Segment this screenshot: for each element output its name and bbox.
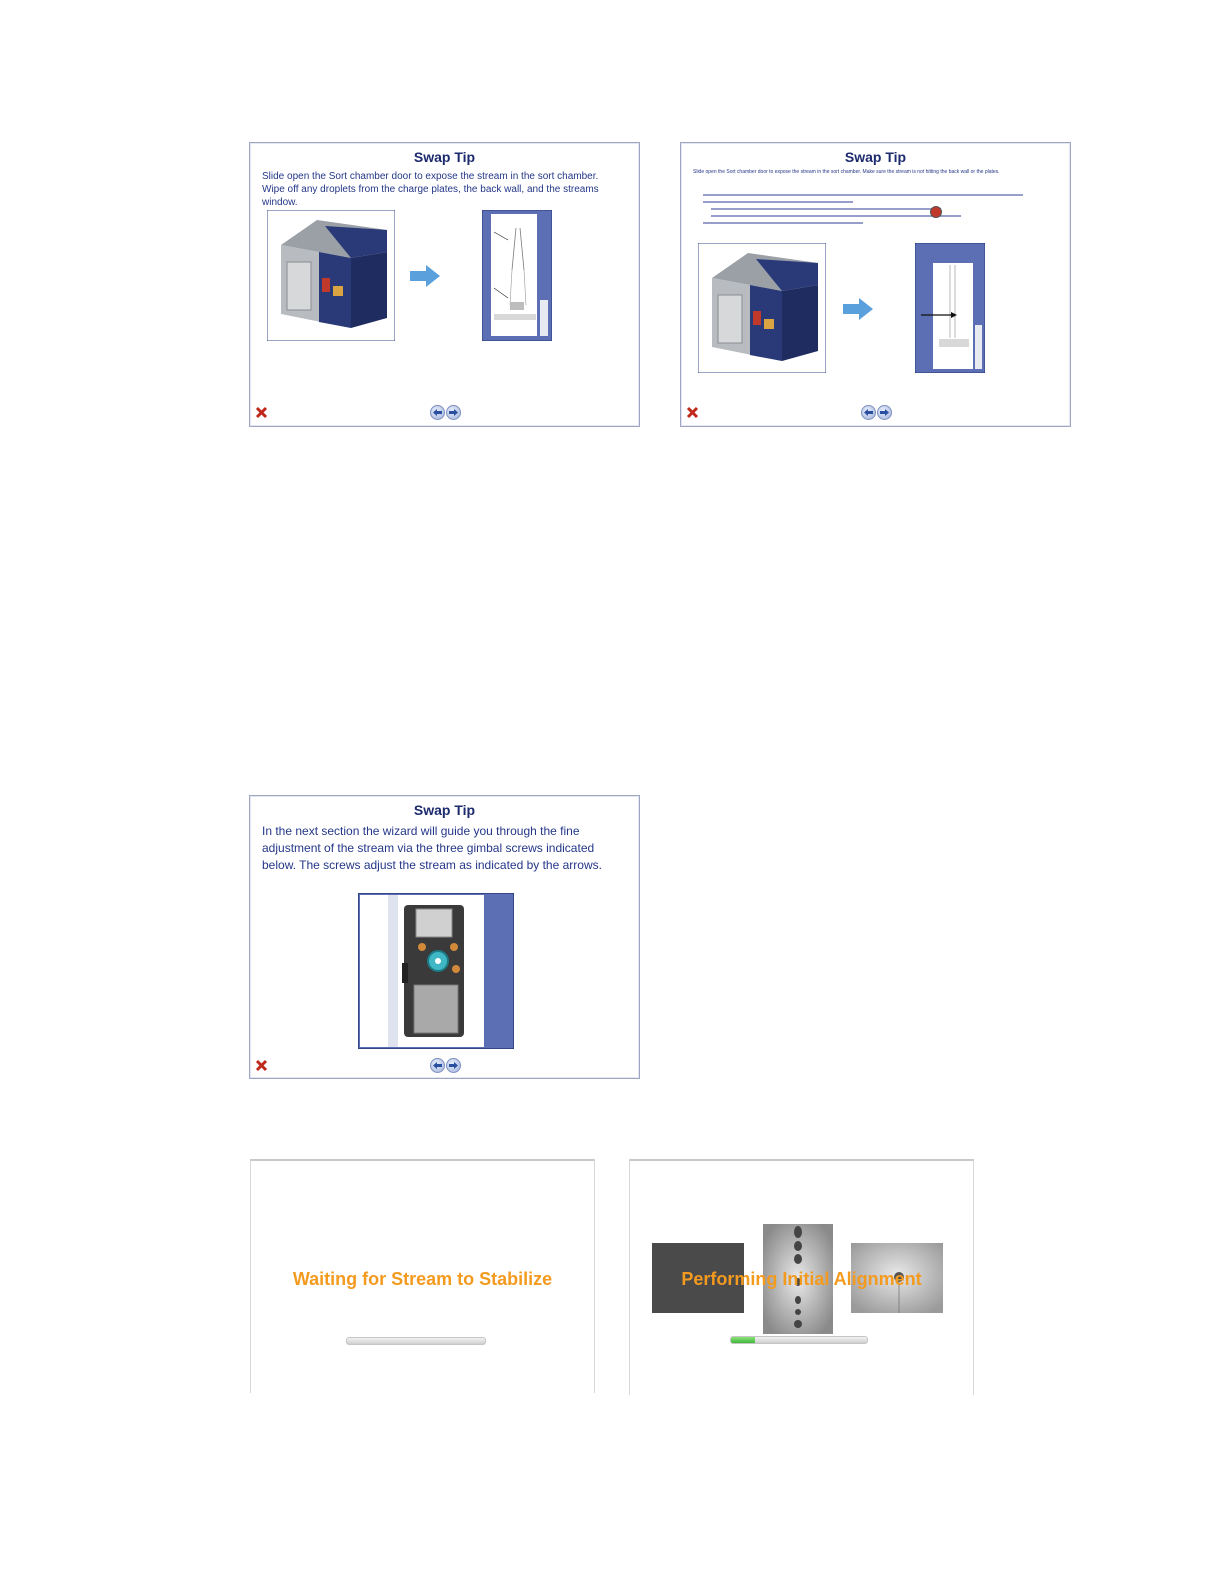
nav-buttons <box>430 405 461 420</box>
panel-instructions: Slide open the Sort chamber door to expose the stream in the sort chamber. Wipe off any droplets from the charge plates, the back wall, and the streams window. <box>262 171 599 208</box>
nav-buttons <box>430 1058 461 1073</box>
panel-instructions: Slide open the Sort chamber door to expose the stream in the sort chamber. Make sure the stream is not hitting the back wall or the plates. <box>693 169 1000 175</box>
panel-title: Swap Tip <box>413 149 476 165</box>
swap-tip-panel-3 <box>249 795 640 1079</box>
instrument-image <box>267 210 395 341</box>
alignment-status-panel <box>629 1159 974 1395</box>
close-icon[interactable] <box>686 406 699 419</box>
swap-tip-panel-1 <box>249 142 640 427</box>
sub-instructions <box>703 189 1023 229</box>
gimbal-screws-image <box>358 893 514 1049</box>
close-icon[interactable] <box>255 1059 268 1072</box>
swap-tip-panel-2 <box>680 142 1071 427</box>
right-arrow-icon <box>843 298 873 320</box>
waiting-status-panel <box>250 1159 595 1393</box>
progress-fill <box>731 1337 755 1343</box>
panel-instructions: In the next section the wizard will guide you through the fine adjustment of the stream via the three gimbal screws indicated below. The screws adjust the stream as indicated by the arrows. <box>262 824 602 872</box>
nav-buttons <box>861 405 892 420</box>
back-arrow-icon[interactable] <box>430 405 445 420</box>
sort-chamber-image <box>482 210 552 341</box>
stop-icon[interactable] <box>930 206 942 218</box>
progress-bar <box>730 1336 868 1344</box>
progress-bar <box>346 1337 486 1345</box>
close-icon[interactable] <box>255 406 268 419</box>
back-arrow-icon[interactable] <box>430 1058 445 1073</box>
next-arrow-icon[interactable] <box>446 405 461 420</box>
panel-title: Swap Tip <box>413 802 476 818</box>
status-text: Waiting for Stream to Stabilize <box>292 1269 553 1289</box>
back-arrow-icon[interactable] <box>861 405 876 420</box>
right-arrow-icon <box>410 265 440 287</box>
status-text: Performing Initial Alignment <box>681 1269 922 1289</box>
panel-title: Swap Tip <box>844 149 907 165</box>
sort-chamber-image <box>915 243 985 373</box>
next-arrow-icon[interactable] <box>446 1058 461 1073</box>
instrument-image <box>698 243 826 373</box>
next-arrow-icon[interactable] <box>877 405 892 420</box>
